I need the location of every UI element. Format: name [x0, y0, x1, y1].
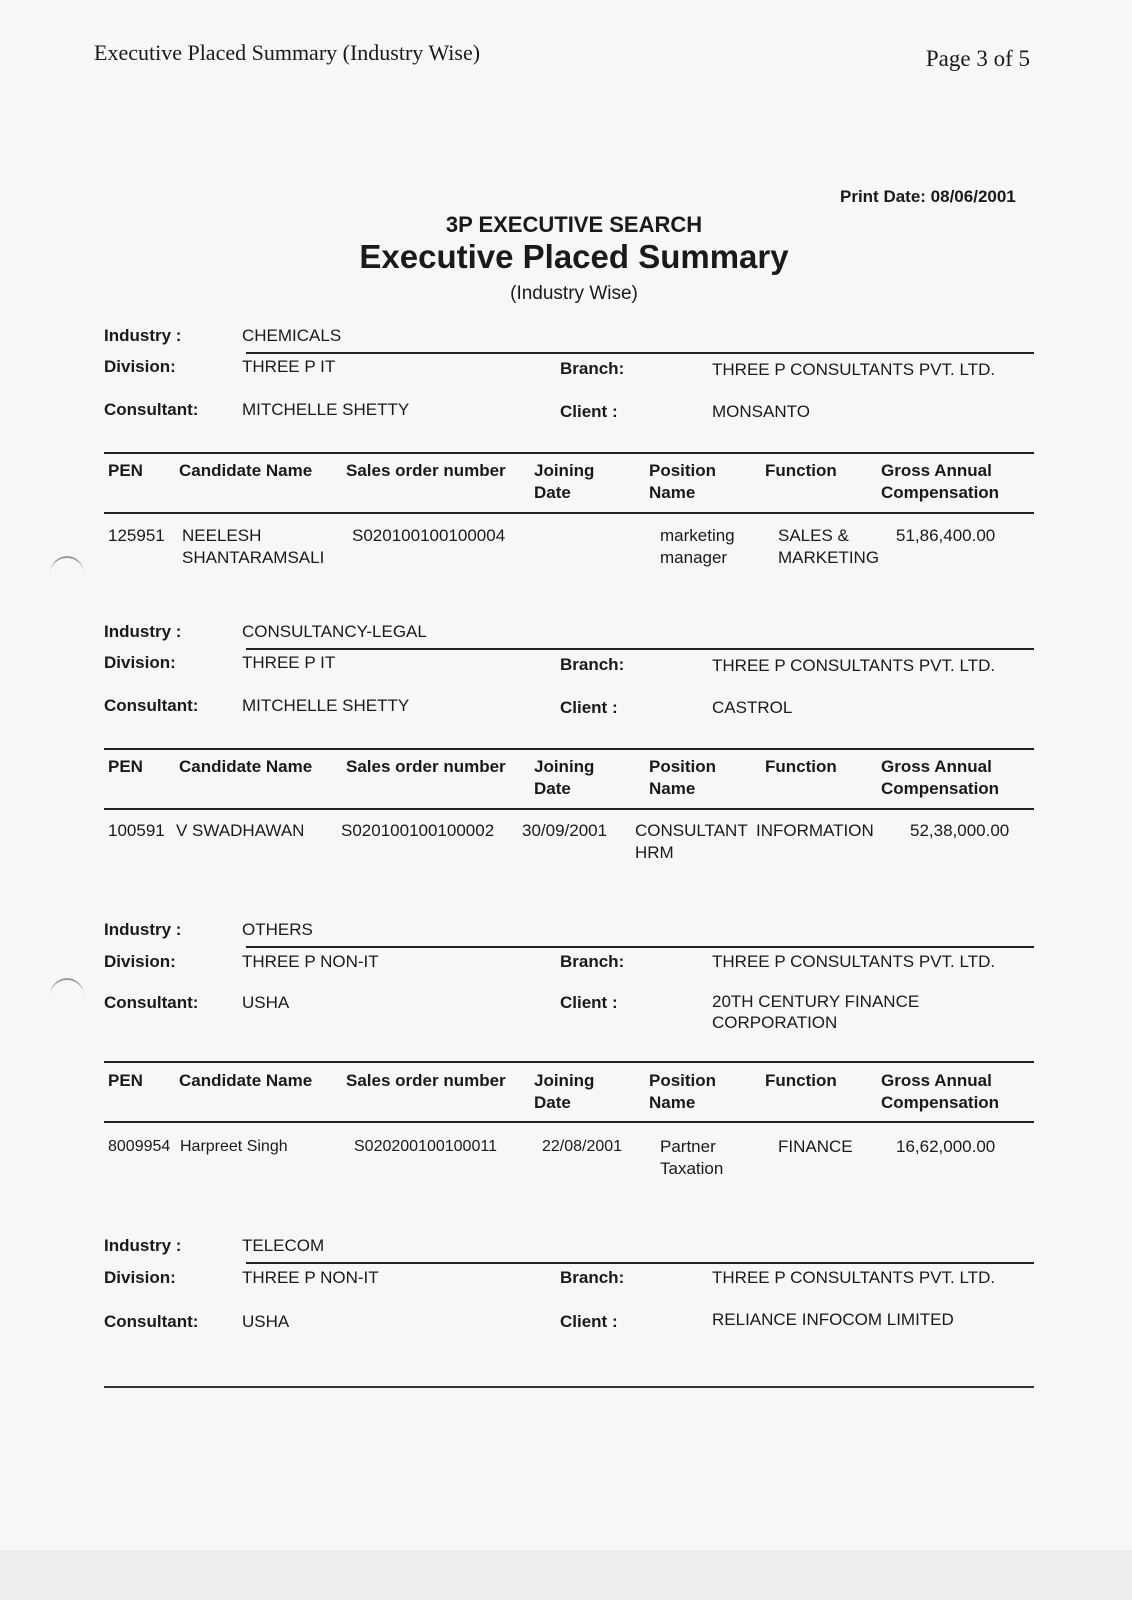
- consultant-label: Consultant:: [104, 993, 199, 1012]
- divider: [104, 1061, 1034, 1063]
- col-position: Position: [649, 461, 717, 480]
- consultant-label: Consultant:: [104, 1312, 199, 1331]
- scan-margin: [0, 1550, 1132, 1600]
- consultant-label: Consultant:: [104, 696, 199, 715]
- divider: [104, 452, 1034, 454]
- col-joining: Joining: [534, 757, 595, 776]
- branch-label: Branch:: [560, 359, 625, 378]
- col-sales-order: Sales order number: [346, 757, 506, 776]
- industry-value: TELECOM: [242, 1236, 325, 1255]
- col-position: Position: [649, 757, 717, 776]
- industry-value: OTHERS: [242, 920, 313, 939]
- col-joining: Joining: [534, 1071, 595, 1090]
- header-title: Executive Placed Summary (Industry Wise): [94, 40, 481, 65]
- col-gross-2: Compensation: [881, 483, 1000, 502]
- company-name: 3P EXECUTIVE SEARCH: [445, 212, 703, 237]
- industry-value: CHEMICALS: [242, 326, 342, 345]
- cell-position: marketing manager: [660, 526, 735, 567]
- division-value: THREE P NON-IT: [242, 952, 379, 971]
- cell-function: SALES & MARKETING: [778, 526, 880, 567]
- cell-pen: 125951: [108, 526, 165, 545]
- col-sales-order: Sales order number: [346, 461, 506, 480]
- col-gross-2: Compensation: [881, 1093, 1000, 1112]
- cell-sales-order: S020100100100004: [352, 526, 506, 545]
- col-candidate: Candidate Name: [179, 461, 313, 480]
- client-label: Client :: [560, 402, 618, 421]
- industry-label: Industry :: [104, 1236, 182, 1255]
- col-position: Position: [649, 1071, 717, 1090]
- cell-joining: 22/08/2001: [542, 1138, 623, 1155]
- col-gross: Gross Annual: [881, 757, 992, 776]
- divider: [104, 512, 1034, 514]
- consultant-value: USHA: [242, 1312, 290, 1331]
- branch-label: Branch:: [560, 655, 625, 674]
- consultant-value: MITCHELLE SHETTY: [242, 696, 410, 715]
- col-joining-2: Date: [534, 1093, 571, 1112]
- industry-value: CONSULTANCY-LEGAL: [242, 622, 427, 641]
- client-value: 20TH CENTURY FINANCE CORPORATION: [712, 992, 920, 1032]
- col-joining-2: Date: [534, 779, 571, 798]
- cell-gross: 16,62,000.00: [896, 1137, 996, 1156]
- col-gross-2: Compensation: [881, 779, 1000, 798]
- branch-value: THREE P CONSULTANTS PVT. LTD.: [712, 952, 996, 971]
- col-joining-2: Date: [534, 483, 571, 502]
- division-label: Division:: [104, 653, 176, 672]
- cell-function: INFORMATION: [756, 821, 874, 840]
- cell-gross: 52,38,000.00: [910, 821, 1010, 840]
- cell-function: FINANCE: [778, 1137, 853, 1156]
- cell-sales-order: S020100100100002: [341, 821, 495, 840]
- industry-label: Industry :: [104, 326, 182, 345]
- col-gross: Gross Annual: [881, 1071, 992, 1090]
- division-value: THREE P IT: [242, 357, 336, 376]
- division-label: Division:: [104, 357, 176, 376]
- report-title: Executive Placed Summary: [359, 238, 789, 275]
- cell-candidate: NEELESH SHANTARAMSALI: [182, 526, 325, 567]
- division-label: Division:: [104, 952, 176, 971]
- col-pen: PEN: [108, 1071, 143, 1090]
- col-position-2: Name: [649, 483, 696, 502]
- client-label: Client :: [560, 993, 618, 1012]
- col-sales-order: Sales order number: [346, 1071, 506, 1090]
- col-gross: Gross Annual: [881, 461, 992, 480]
- consultant-value: USHA: [242, 993, 290, 1012]
- client-value: CASTROL: [712, 698, 793, 717]
- cell-joining: 30/09/2001: [522, 821, 608, 840]
- page-number: Page 3 of 5: [925, 46, 1030, 71]
- branch-value: THREE P CONSULTANTS PVT. LTD.: [712, 1268, 996, 1287]
- col-candidate: Candidate Name: [179, 757, 313, 776]
- client-label: Client :: [560, 698, 618, 717]
- industry-label: Industry :: [104, 920, 182, 939]
- col-candidate: Candidate Name: [179, 1071, 313, 1090]
- col-position-2: Name: [649, 779, 696, 798]
- division-value: THREE P NON-IT: [242, 1268, 379, 1287]
- divider: [104, 1121, 1034, 1123]
- division-label: Division:: [104, 1268, 176, 1287]
- footer-divider: [104, 1386, 1034, 1388]
- col-pen: PEN: [108, 757, 143, 776]
- client-value: RELIANCE INFOCOM LIMITED: [712, 1310, 954, 1329]
- branch-label: Branch:: [560, 1268, 625, 1287]
- cell-pen: 8009954: [108, 1138, 171, 1155]
- cell-position: CONSULTANT HRM: [635, 821, 748, 862]
- divider: [246, 352, 1034, 354]
- col-pen: PEN: [108, 461, 143, 480]
- client-label: Client :: [560, 1312, 618, 1331]
- punch-hole: [50, 556, 84, 592]
- divider: [246, 648, 1034, 650]
- print-date: Print Date: 08/06/2001: [840, 187, 1016, 206]
- cell-pen: 100591: [108, 821, 165, 840]
- report-subtitle: (Industry Wise): [510, 283, 638, 304]
- cell-candidate: Harpreet Singh: [180, 1138, 288, 1155]
- consultant-value: MITCHELLE SHETTY: [242, 400, 410, 419]
- col-joining: Joining: [534, 461, 595, 480]
- cell-candidate: V SWADHAWAN: [176, 821, 305, 840]
- divider: [104, 808, 1034, 810]
- col-position-2: Name: [649, 1093, 696, 1112]
- industry-label: Industry :: [104, 622, 182, 641]
- punch-hole: [50, 978, 84, 1014]
- cell-sales-order: S020200100100011: [354, 1138, 497, 1155]
- col-function: Function: [765, 1071, 837, 1090]
- branch-value: THREE P CONSULTANTS PVT. LTD.: [712, 360, 996, 379]
- divider: [246, 946, 1034, 948]
- client-value: MONSANTO: [712, 402, 810, 421]
- col-function: Function: [765, 757, 837, 776]
- divider: [104, 748, 1034, 750]
- branch-label: Branch:: [560, 952, 625, 971]
- cell-gross: 51,86,400.00: [896, 526, 996, 545]
- branch-value: THREE P CONSULTANTS PVT. LTD.: [712, 656, 996, 675]
- division-value: THREE P IT: [242, 653, 336, 672]
- cell-position: Partner Taxation: [660, 1137, 724, 1178]
- divider: [246, 1262, 1034, 1264]
- consultant-label: Consultant:: [104, 400, 199, 419]
- col-function: Function: [765, 461, 837, 480]
